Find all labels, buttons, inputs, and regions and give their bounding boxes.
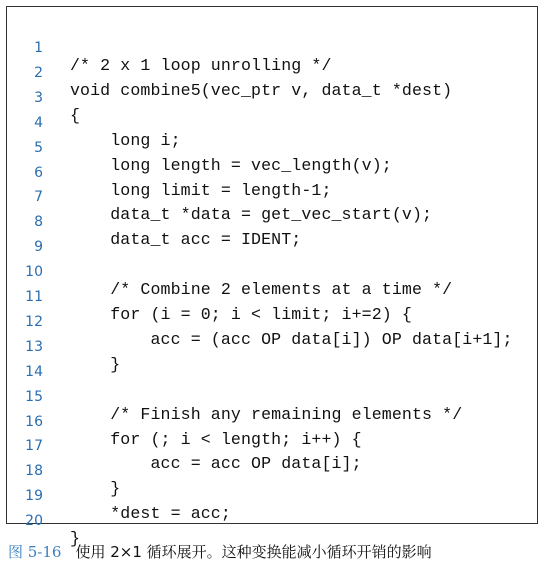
line-number: 9 [34, 239, 43, 256]
line-number: 7 [34, 189, 43, 206]
code-text: for (; i < length; i++) { [70, 429, 362, 449]
line-number: 5 [34, 139, 43, 156]
code-text: } [70, 354, 121, 374]
line-number: 15 [25, 388, 43, 405]
code-line-3 [7, 68, 537, 125]
line-number: 19 [25, 488, 43, 505]
code-text: long limit = length-1; [70, 180, 332, 200]
code-text: void combine5(vec_ptr v, data_t *dest) [70, 80, 453, 100]
code-text: long length = vec_length(v); [70, 155, 392, 175]
code-text: /* 2 x 1 loop unrolling */ [70, 56, 332, 75]
code-text: data_t *data = get_vec_start(v); [70, 205, 433, 225]
line-number: 13 [25, 338, 43, 355]
line-number: 1 [34, 40, 43, 56]
line-number: 20 [25, 513, 43, 530]
code-text: *dest = acc; [70, 504, 231, 524]
line-number: 2 [34, 64, 43, 81]
code-line-4 [7, 93, 537, 150]
line-number: 4 [34, 114, 43, 131]
line-number: 3 [34, 89, 43, 106]
line-number: 18 [25, 463, 43, 480]
line-number: 11 [25, 289, 43, 305]
line-number: 16 [25, 413, 43, 430]
code-text: { [70, 105, 81, 125]
code-line-1 [7, 18, 537, 75]
code-text: acc = (acc OP data[i]) OP data[i+1]; [70, 329, 513, 349]
line-number: 6 [34, 164, 43, 181]
line-number: 17 [25, 438, 43, 455]
line-number: 12 [25, 313, 43, 330]
code-text: /* Finish any remaining elements */ [70, 404, 463, 424]
figure-label: 图 5-16 [8, 543, 62, 561]
figure-caption [8, 540, 542, 564]
figure-caption-text: 使用 2×1 循环展开。这种变换能减小循环开销的影响 [75, 543, 432, 561]
code-listing [6, 6, 538, 549]
code-line-8 [7, 192, 537, 250]
code-line-20 [7, 491, 537, 549]
code-text: } [70, 529, 81, 549]
line-number: 8 [34, 214, 43, 231]
code-text: for (i = 0; i < limit; i+=2) { [70, 305, 412, 324]
code-line-2 [7, 43, 537, 100]
code-text: } [70, 479, 121, 499]
code-text: long i; [70, 130, 181, 150]
code-line-7 [7, 167, 537, 225]
code-line-6 [7, 143, 537, 200]
line-number: 10 [25, 264, 43, 281]
code-line-9 [7, 217, 537, 256]
code-text: data_t acc = IDENT; [70, 230, 302, 250]
code-text: acc = acc OP data[i]; [70, 454, 362, 474]
line-number: 14 [25, 363, 43, 380]
code-line-5 [7, 118, 537, 175]
code-text: /* Combine 2 elements at a time */ [70, 280, 453, 300]
code-line-14 [7, 342, 537, 380]
